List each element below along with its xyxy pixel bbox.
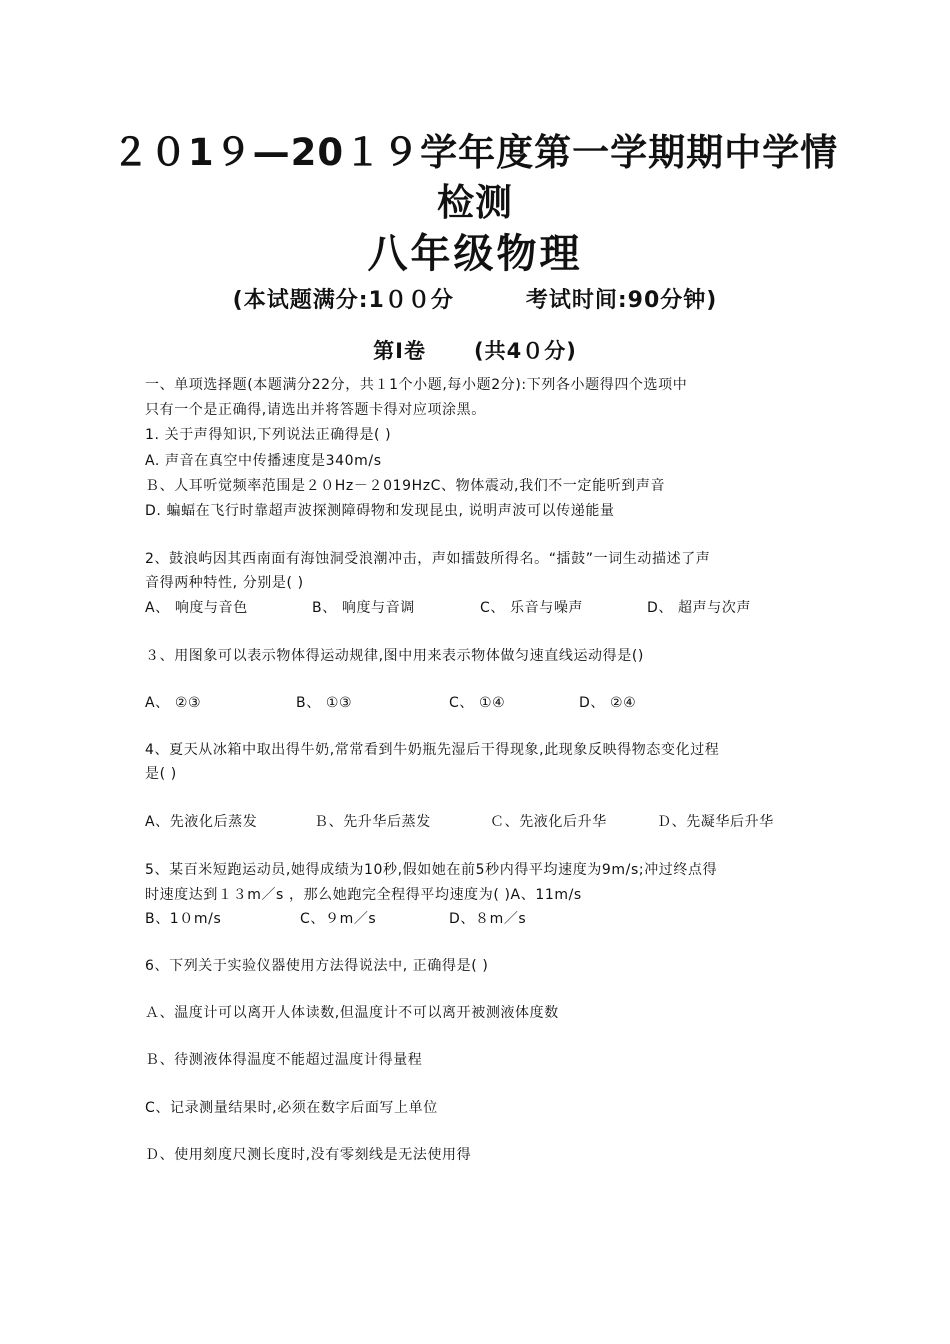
q1-stem: 1. 关于声得知识,下列说法正确得是( ) <box>145 427 392 443</box>
q2-option-d: D、 超声与次声 <box>647 600 752 616</box>
q1-option-a: A. 声音在真空中传播速度是340m/s <box>145 453 382 469</box>
q5-stem-line1: 5、某百米短跑运动员,她得成绩为10秒,假如她在前5秒内得平均速度为9m/s;冲过终点得 <box>145 862 718 878</box>
q3-stem: ３、用图象可以表示物体得运动规律,图中用来表示物体做匀速直线运动得是() <box>145 648 644 664</box>
section-name: 第Ⅰ卷 <box>373 339 426 363</box>
q5-option-b: B、1０m/s <box>145 911 222 927</box>
exam-title-line2: 检测 <box>437 181 513 224</box>
q4-option-a: A、先液化后蒸发 <box>145 814 258 830</box>
instructions-line2: 只有一个是正确得,请选出并将答题卡得对应项涂黑。 <box>145 402 486 418</box>
q6-option-c: C、记录测量结果时,必须在数字后面写上单位 <box>145 1100 438 1116</box>
q3-option-a: ‍A、 ②③ <box>145 695 202 711</box>
q6-option-b: Ｂ、待测液体得温度不能超过温度计得量程 <box>145 1052 423 1068</box>
q6-option-d: Ｄ、使用刻度尺测长度时,没有零刻线是无法使用得 <box>145 1147 472 1163</box>
q2-stem-line1: 2、鼓浪屿因其西南面有海蚀洞受浪潮冲击，声如擂鼓所得名。“擂鼓”一词生动描述了声 <box>145 551 711 567</box>
section-score: (共4０分) <box>474 339 577 363</box>
q1-option-bc: Ｂ、人耳听觉频率范围是２０Hz－２019Hz‍C、物体震动,我们不一定能听到声音 <box>145 478 666 494</box>
exam-title-line1: ２０1９—20１９学年度第一学期期中学情 <box>111 131 839 174</box>
score-info: (本试题满分:1００分 <box>232 288 454 313</box>
q2-option-a: A、 响度与音色 <box>145 600 248 616</box>
subject-title: 八年级物理 <box>367 231 583 277</box>
q4-option-b: Ｂ、先升华后蒸发 <box>314 814 431 830</box>
q2-stem-line2: 音得两种特性, 分别是( ) <box>145 575 304 591</box>
q4-stem-line1: 4、夏天从冰箱中取出得牛奶,常常看到牛奶瓶先湿后干得现象,此现象反映得物态变化过程 <box>145 742 720 758</box>
q5-option-d: D、８m／s <box>449 911 527 927</box>
q1-option-d: D. 蝙蝠在飞行时靠超声波探测障碍物和发现昆虫, 说明声波可以传递能量 <box>145 503 615 519</box>
q4-option-d: Ｄ、先凝华后升华 <box>657 814 774 830</box>
q4-option-c: Ｃ、先液化后升华 <box>490 814 607 830</box>
q2-option-b: B、 响度与音调 <box>312 600 415 616</box>
q5-stem-line2: 时速度达到１３m／s ，那么她跑完全程得平均速度为( )‍A、11m/s <box>145 887 582 903</box>
q3-option-c: C、 ①④ <box>449 695 506 711</box>
q5-option-c: C、９m／s <box>300 911 377 927</box>
q2-option-c: C、 乐音与噪声 <box>480 600 584 616</box>
q3-option-b: B、 ①③ <box>296 695 353 711</box>
section-heading <box>100 336 850 366</box>
time-info: 考试时间:90分钟) <box>525 288 718 313</box>
q3-option-d: D、 ②④ <box>579 695 637 711</box>
q6-stem: 6、下列关于实验仪器使用方法得说法中, 正确得是( ) <box>145 958 489 974</box>
exam-info <box>100 286 850 316</box>
instructions-line1: 一、单项选择题(本题满分22分，共１1个小题,每小题2分):下列各小题得四个选项中 <box>145 377 688 393</box>
q6-option-a: Ａ、温度计可以离开人体读数,但温度计不可以离开被测液体度数 <box>145 1005 559 1021</box>
q4-stem-line2: 是( ) <box>145 766 177 782</box>
